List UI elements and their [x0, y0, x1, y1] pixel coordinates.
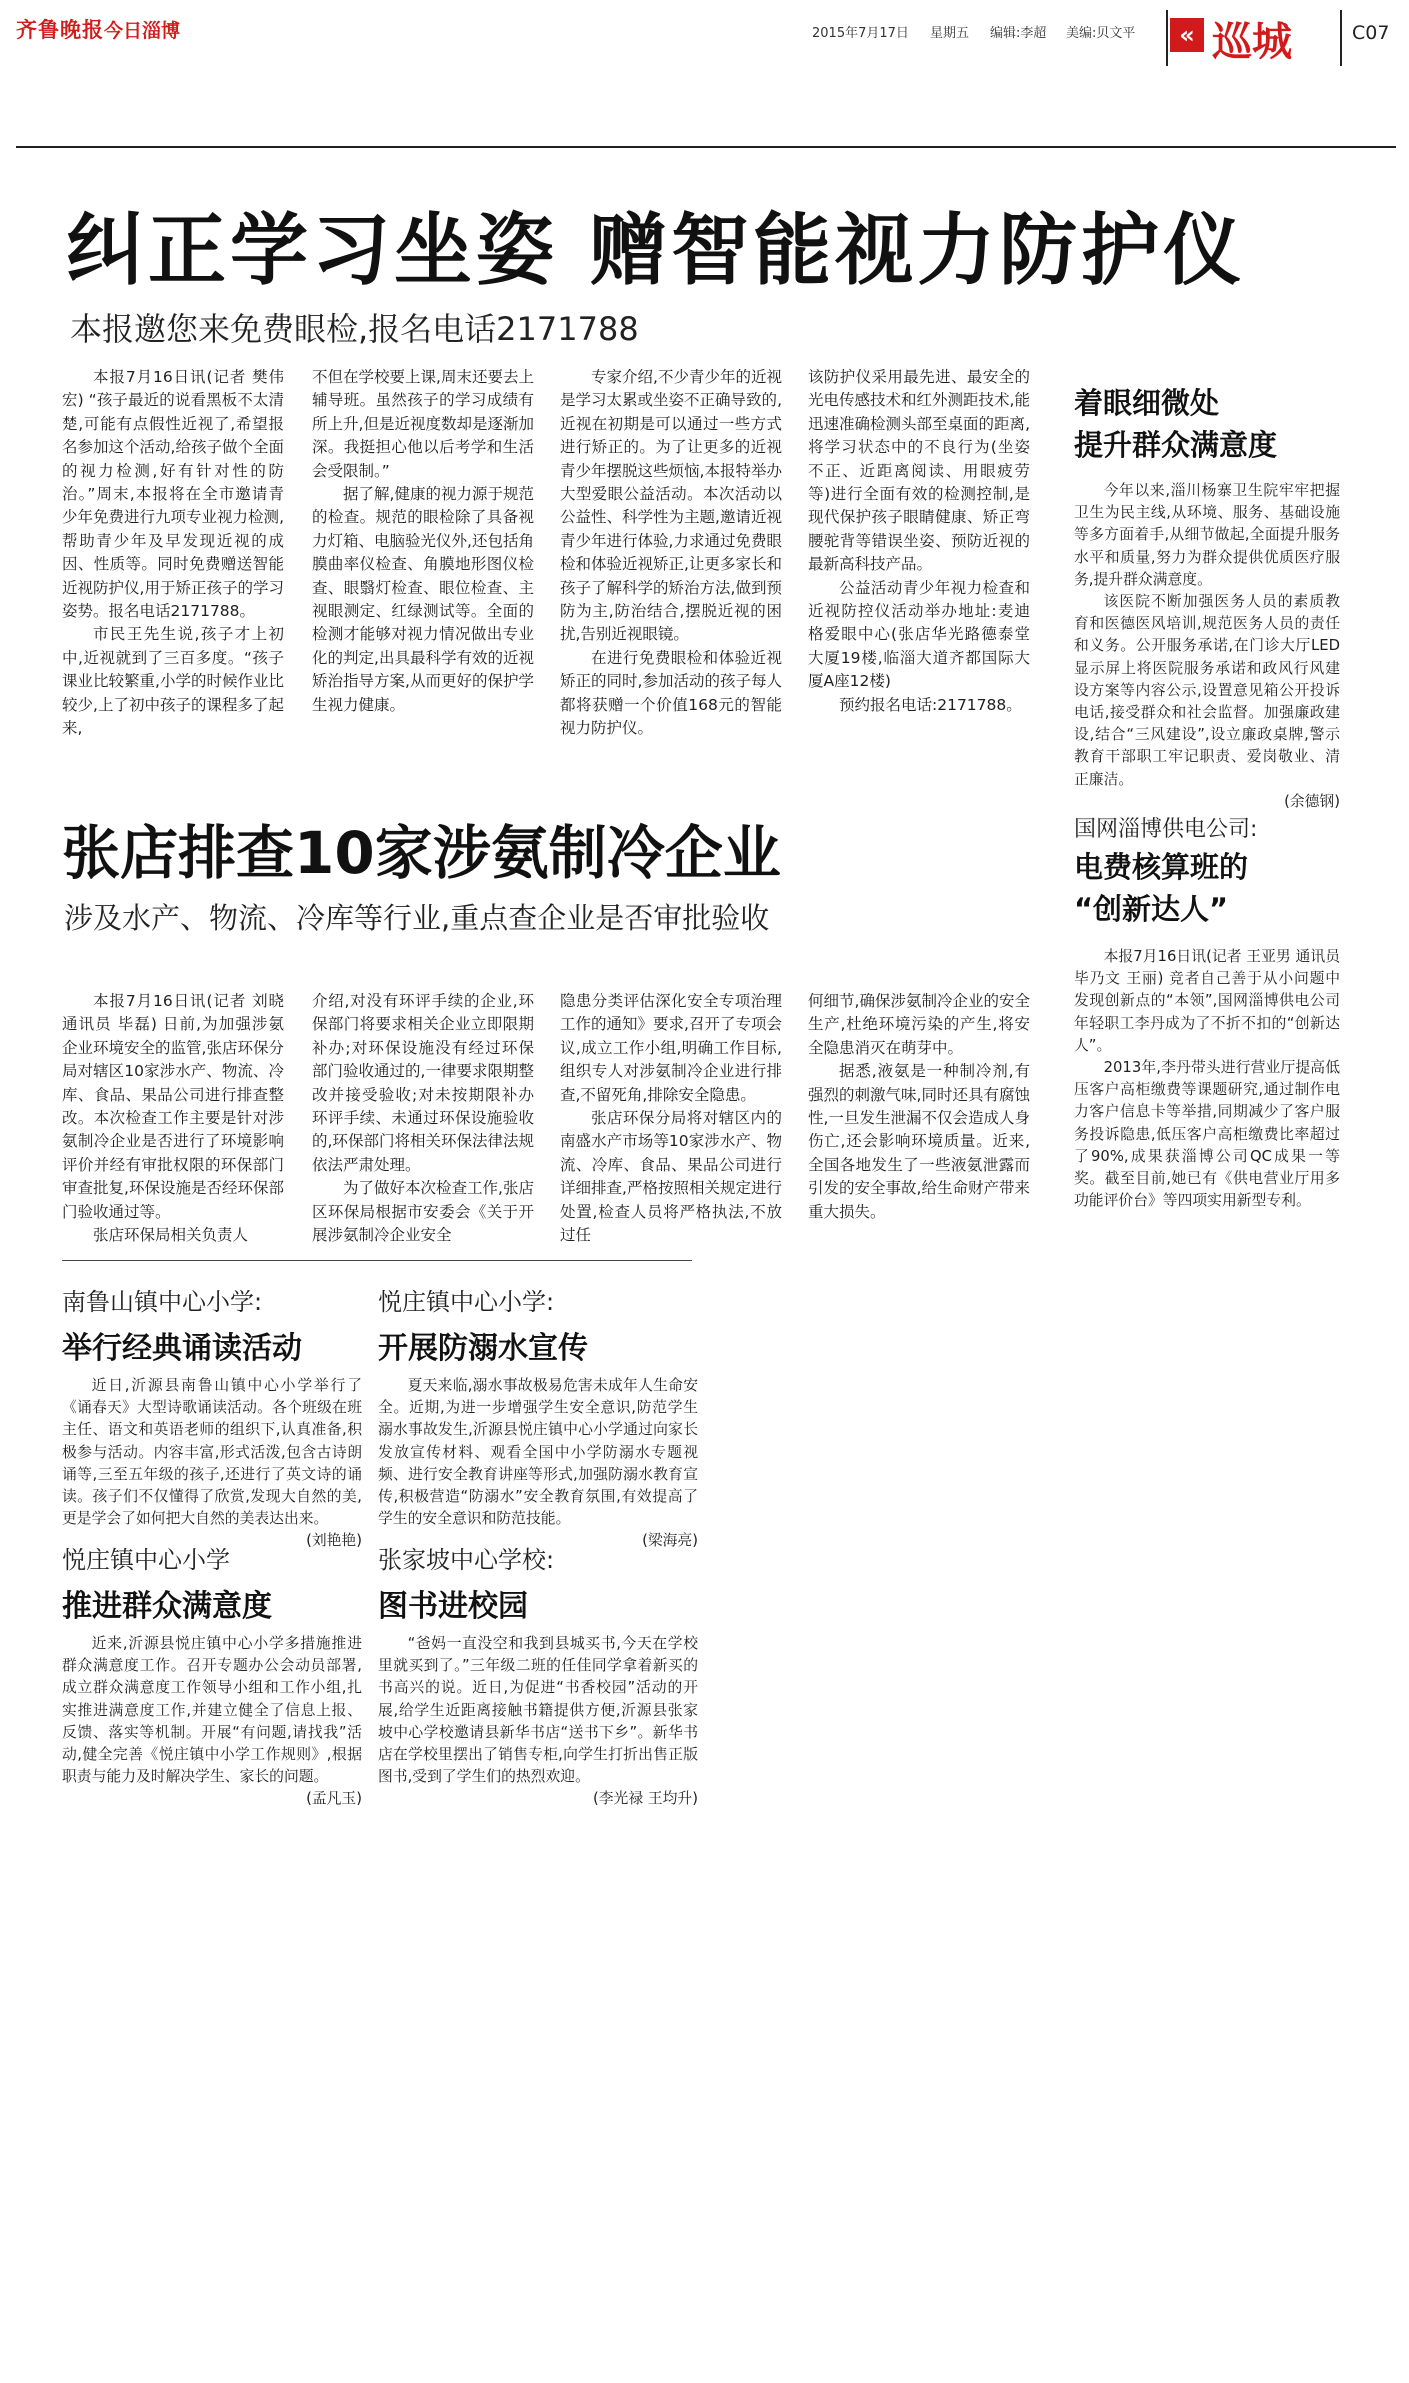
lead-column-3 [560, 366, 782, 741]
paragraph: 张店环保局相关负责人 [93, 1226, 249, 1245]
brief-kicker: 南鲁山镇中心小学: [62, 1288, 263, 1316]
byline: (余德钢) [1284, 792, 1340, 810]
paragraph: 该医院不断加强医务人员的素质教育和医德医风培训,规范医务人员的责任和义务。公开服务承诺,在门诊大厅LED显示屏上将医院服务承诺和政风行风建设方案等内容公示,设置意见箱公开投诉电话,接受群众和社会监督。加强廉政建设,结合“三风建设”,设立廉政桌牌,警示教育干部职工牢记职责、爱岗敬业、清正廉洁。 [1074, 593, 1340, 788]
lead-column-2 [312, 366, 534, 717]
paragraph: 今年以来,淄川杨寨卫生院牢牢把握卫生为民主线,从环境、服务、基础设施等多方面着手,从细节做起,全面提升服务水平和质量,努力为群众提供优质医疗服务,提升群众满意度。 [1074, 482, 1340, 588]
issue-date: 2015年7月17日 [812, 26, 909, 41]
brief-headline: 推进群众满意度 [62, 1589, 272, 1624]
top-rule [16, 146, 1396, 148]
issue-weekday: 星期五 [930, 26, 970, 41]
paragraph: 为了做好本次检查工作,张店区环保局根据市安委会《关于开展涉氨制冷企业安全 [312, 1179, 534, 1245]
brief-1 [62, 1282, 362, 1553]
editor-credit: 编辑:李超 [990, 26, 1047, 41]
second-subhead: 涉及水产、物流、冷库等行业,重点查企业是否审批验收 [64, 901, 770, 935]
brief-body [62, 1633, 362, 1811]
double-chevron-left-icon: « [1170, 18, 1204, 52]
sidebar2-headline-line1: 电费核算班的 [1074, 850, 1249, 884]
lead-subhead: 本报邀您来免费眼检,报名电话2171788 [70, 310, 639, 348]
paragraph: 隐患分类评估深化安全专项治理工作的通知》要求,召开了专项会议,成立工作小组,明确工作目标,组织专人对涉氨制冷企业进行排查,不留死角,排除安全隐患。 [560, 992, 782, 1104]
sidebar2-body [1074, 946, 1340, 1212]
paragraph: 预约报名电话:2171788。 [839, 695, 1022, 714]
section-name: 巡城 [1212, 19, 1292, 65]
brief-body [378, 1633, 698, 1811]
second-column-4 [808, 990, 1030, 1224]
header-divider-right [1340, 10, 1342, 66]
paragraph: 本报7月16日讯(记者 王亚男 通讯员 毕乃文 王丽) 竞者自己善于从小问题中发现创新点的“本领”,国网淄博供电公司年轻职工李丹成为了不折不扣的“创新达人”。 [1074, 948, 1340, 1054]
brief-headline: 举行经典诵读活动 [62, 1331, 302, 1366]
sidebar1-headline-line2: 提升群众满意度 [1074, 428, 1278, 462]
paragraph: 2013年,李丹带头进行营业厅提高低压客户高柜缴费等课题研究,通过制作电力客户信息卡等举措,同期减少了客户服务投诉隐患,低压客户高柜缴费比率超过了90%,成果获淄博公司QC成果一等奖。截至目前,她已有《供电营业厅用多功能评价台》等四项实用新型专利。 [1074, 1059, 1340, 1210]
brief-2 [378, 1282, 698, 1553]
second-column-1 [62, 990, 284, 1247]
brief-body [378, 1375, 698, 1553]
paragraph: 专家介绍,不少青少年的近视是学习太累或坐姿不正确导致的,近视在初期是可以通过一些方式进行矫正的。为了让更多的近视青少年摆脱这些烦恼,本报特举办大型爱眼公益活动。本次活动以公益性、科学性为主题,邀请近视青少年进行体验,力求通过免费眼检和体验近视矫正,让更多家长和孩子了解科学的矫治方法,做到预防为主,防治结合,摆脱近视的困扰,告别近视眼镜。 [560, 368, 782, 644]
sidebar1-body [1074, 480, 1340, 813]
sidebar1-headline-line1: 着眼细微处 [1074, 386, 1220, 420]
second-headline: 张店排查10家涉氨制冷企业 [62, 819, 781, 887]
paragraph: 据悉,液氨是一种制冷剂,有强烈的刺激气味,同时还具有腐蚀性,一旦发生泄漏不仅会造成人身伤亡,还会影响环境质量。近来,全国各地发生了一些液氨泄露而引发的安全事故,给生命财产带来重大损失。 [808, 1062, 1030, 1221]
lead-column-1 [62, 366, 284, 741]
byline: (刘艳艳) [306, 1532, 362, 1550]
byline: (李光禄 王均升) [592, 1790, 698, 1808]
paragraph: 据了解,健康的视力源于规范的检查。规范的眼检除了具备视力灯箱、电脑验光仪外,还包括角膜曲率仪检查、角膜地形图仪检查、眼翳灯检查、眼位检查、主视眼测定、红绿测试等。全面的检测才能够对视力情况做出专业化的判定,出具最科学有效的近视矫治指导方案,从而更好的保护学生视力健康。 [312, 485, 534, 714]
paragraph: 近来,沂源县悦庄镇中心小学多措施推进群众满意度工作。召开专题办公会动员部署,成立群众满意度工作领导小组和工作小组,扎实推进满意度工作,并建立健全了信息上报、反馈、落实等机制。开展“有问题,请找我”活动,健全完善《悦庄镇中小学工作规则》,根据职责与能力及时解决学生、家长的问题。 [62, 1635, 362, 1786]
paragraph: 市民王先生说,孩子才上初中,近视就到了三百多度。“孩子课业比较繁重,小学的时候作业比较少,上了初中孩子的课程多了起来, [62, 625, 284, 738]
sidebar2-headline-line2: “创新达人” [1074, 892, 1229, 926]
paragraph: 本报7月16日讯(记者 刘晓 通讯员 毕磊) 日前,为加强涉氨企业环境安全的监管,张店环保分局对辖区10家涉水产、物流、冷库、食品、果品公司进行排查整改。本次检查工作主要是针对涉氨制冷企业是否进行了环境影响评价并经有审批权限的环保部门审查批复,环保设施是否经环保部门验收通过等。 [62, 992, 284, 1221]
lead-headline: 纠正学习坐姿 赠智能视力防护仪 [66, 206, 1246, 296]
byline: (孟凡玉) [306, 1790, 362, 1808]
brief-body [62, 1375, 362, 1553]
paragraph: 不但在学校要上课,周末还要去上辅导班。虽然孩子的学习成绩有所上升,但是近视度数却是逐渐加深。我挺担心他以后考学和生活会受限制。” [312, 368, 534, 480]
paragraph: 公益活动青少年视力检查和近视防控仪活动举办地址:麦迪格爱眼中心(张店华光路德泰堂大厦19楼,临淄大道齐都国际大厦A座12楼) [808, 578, 1030, 691]
second-column-3 [560, 990, 782, 1247]
lead-column-4 [808, 366, 1030, 717]
edition-name: 今日淄博 [104, 20, 181, 42]
paragraph: 该防护仪采用最先进、最安全的光电传感技术和红外测距技术,能迅速准确检测头部至桌面的距离,将学习状态中的不良行为(坐姿不正、近距离阅读、用眼疲劳等)进行全面有效的检测控制,是现代保护孩子眼睛健康、矫正弯腰驼背等错误坐姿、预防近视的最新高科技产品。 [808, 368, 1030, 574]
sidebar1-headline [1074, 382, 1374, 466]
brief-4 [378, 1540, 698, 1811]
brief-kicker: 张家坡中心学校: [378, 1546, 555, 1574]
paragraph: 夏天来临,溺水事故极易危害未成年人生命安全。近期,为进一步增强学生安全意识,防范学生溺水事故发生,沂源县悦庄镇中心小学通过向家长发放宣传材料、观看全国中小学防溺水专题视频、进行安全教育讲座等形式,加强防溺水教育宣传,积极营造“防溺水”安全教育氛围,有效提高了学生的安全意识和防范技能。 [378, 1377, 698, 1528]
paragraph: 何细节,确保涉氨制冷企业的安全生产,杜绝环境污染的产生,将安全隐患消灭在萌芽中。 [808, 992, 1030, 1057]
sidebar2-kicker: 国网淄博供电公司: [1074, 817, 1258, 842]
paragraph: 近日,沂源县南鲁山镇中心小学举行了《诵春天》大型诗歌诵读活动。各个班级在班主任、语文和英语老师的组织下,认真准备,积极参与活动。内容丰富,形式活泼,包含古诗朗诵等,三至五年级的孩子,还进行了英文诗的诵读。孩子们不仅懂得了欣赏,发现大自然的美,更是学会了如何把大自然的美表达出来。 [62, 1377, 362, 1528]
brief-3 [62, 1540, 362, 1811]
byline: (梁海亮) [642, 1532, 698, 1550]
paragraph: 本报7月16日讯(记者 樊伟宏) “孩子最近的说看黑板不太清楚,可能有点假性近视了,希望报名参加这个活动,给孩子做个全面的视力检测,好有针对性的防治。”周末,本报将在全市邀请青少年免费进行九项专业视力检测,帮助青少年及早发现近视的成因、性质等。同时免费赠送智能近视防护仪,用于矫正孩子的学习姿势。报名电话2171788。 [62, 368, 284, 621]
briefs-divider [62, 1260, 692, 1261]
paragraph: 在进行免费眼检和体验近视矫正的同时,参加活动的孩子每人都将获赠一个价值168元的智能视力防护仪。 [560, 648, 782, 738]
masthead-logo: 齐鲁晚报 [16, 17, 104, 42]
paragraph: “爸妈一直没空和我到县城买书,今天在学校里就买到了。”三年级二班的任佳同学拿着新买的书高兴的说。近日,为促进“书香校园”活动的开展,给学生近距离接触书籍提供方便,沂源县张家坡中心学校邀请县新华书店“送书下乡”。新华书店在学校里摆出了销售专柜,向学生打折出售正版图书,受到了学生们的热烈欢迎。 [378, 1635, 698, 1786]
header-divider [1166, 10, 1168, 66]
brief-headline: 图书进校园 [378, 1589, 528, 1624]
designer-credit: 美编:贝文平 [1066, 26, 1136, 41]
paragraph: 介绍,对没有环评手续的企业,环保部门将要求相关企业立即限期补办;对环保设施没有经过环保部门验收通过的,一律要求限期整改并接受验收;对未按期限补办环评手续、未通过环保设施验收的,环保部门将相关环保法律法规依法严肃处理。 [312, 992, 534, 1174]
brief-kicker: 悦庄镇中心小学 [62, 1546, 230, 1574]
page-number: C07 [1352, 22, 1390, 44]
brief-headline: 开展防溺水宣传 [378, 1331, 588, 1366]
brief-kicker: 悦庄镇中心小学: [378, 1288, 555, 1316]
second-column-2 [312, 990, 534, 1247]
sidebar2-headline [1074, 846, 1374, 930]
paragraph: 张店环保分局将对辖区内的南盛水产市场等10家涉水产、物流、冷库、食品、果品公司进行详细排查,严格按照相关规定进行处置,检查人员将严格执法,不放过任 [560, 1109, 782, 1245]
